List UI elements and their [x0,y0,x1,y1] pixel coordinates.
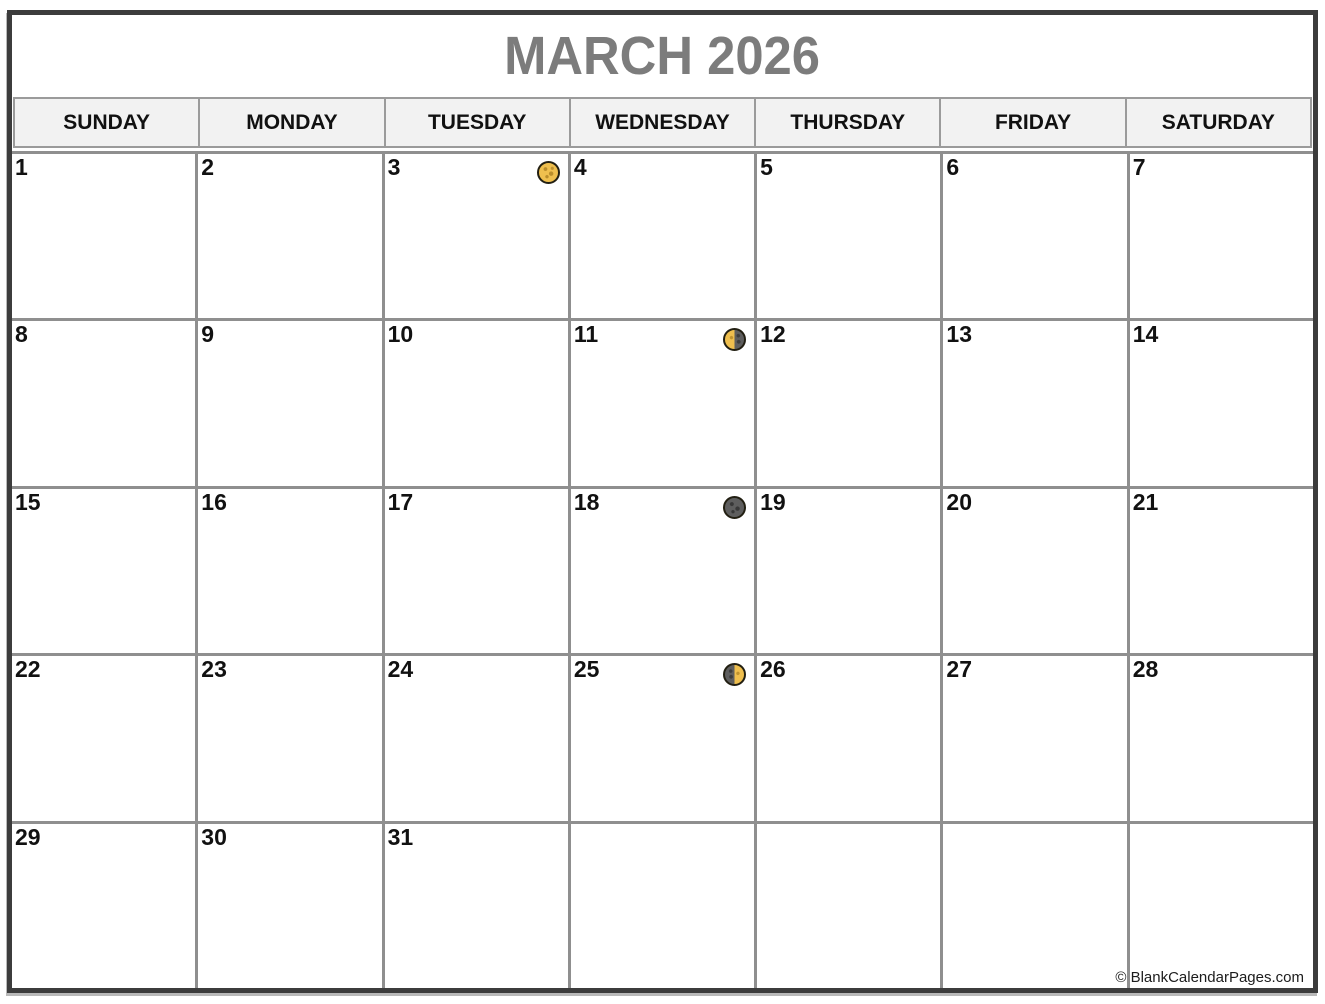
date-cell [1130,656,1313,820]
day-number: 4 [573,154,587,180]
date-cell [198,489,381,653]
day-number: 21 [1132,488,1159,515]
new-moon-icon [723,496,746,519]
day-number: 22 [15,656,41,683]
date-cell [943,824,1126,988]
day-number: 20 [946,488,973,515]
date-cell [385,489,568,653]
date-cell [12,154,195,318]
date-cell [571,154,754,318]
day-number: 29 [15,823,41,850]
day-number: 6 [946,154,960,180]
weekday-header-monday: MONDAY [200,99,383,146]
day-number: 27 [946,656,973,683]
date-cell [757,321,940,485]
date-cell [12,489,195,653]
date-cell [571,824,754,988]
weekday-header-saturday: SATURDAY [1127,99,1310,146]
day-number: 11 [573,321,599,348]
day-number: 5 [760,154,773,180]
date-cell [198,824,381,988]
weekday-header-sunday: SUNDAY [15,99,198,146]
date-cell [571,489,754,653]
date-cell [1130,824,1313,988]
full-moon-icon [537,161,560,184]
date-cell [943,656,1126,820]
date-cell [757,154,940,318]
date-cell [1130,489,1313,653]
day-number: 19 [760,488,786,515]
weekday-header-tuesday: TUESDAY [386,99,569,146]
day-number: 15 [15,488,41,515]
date-cell [943,154,1126,318]
day-number: 30 [201,823,227,850]
day-number: 17 [387,488,414,515]
day-number: 3 [387,154,401,180]
day-number: 12 [760,321,786,348]
date-cell [1130,321,1313,485]
date-cell [757,824,940,988]
date-cell [571,321,754,485]
title-band [12,15,1313,97]
date-cell [198,656,381,820]
date-cell [12,321,195,485]
date-cell [757,656,940,820]
date-cell [571,656,754,820]
date-cell [198,154,381,318]
footer-credit: © BlankCalendarPages.com [1115,969,1304,986]
day-number: 18 [573,488,600,515]
day-number: 31 [387,823,414,850]
last-quarter-moon-icon [723,328,746,351]
weekday-header-friday: FRIDAY [941,99,1124,146]
weekday-header-thursday: THURSDAY [756,99,939,146]
day-number: 28 [1132,656,1159,683]
date-cell [385,154,568,318]
date-cell [943,489,1126,653]
calendar-frame [7,10,1318,993]
first-quarter-moon-icon [723,663,746,686]
date-cell [385,321,568,485]
date-cell [1130,154,1313,318]
date-cell [198,321,381,485]
weekday-header-wednesday: WEDNESDAY [571,99,754,146]
date-cell [757,489,940,653]
weekday-header-row [13,97,1312,148]
day-number: 23 [201,656,227,683]
day-number: 14 [1132,321,1159,348]
date-cell [385,656,568,820]
day-number: 10 [387,321,414,348]
day-number: 26 [760,656,786,683]
day-number: 7 [1132,154,1146,180]
day-number: 8 [15,321,28,348]
day-number: 16 [201,488,227,515]
day-number: 25 [573,656,600,683]
day-number: 24 [387,656,414,683]
date-grid [12,151,1313,988]
page-title: MARCH 2026 [504,26,821,86]
day-number: 2 [201,154,215,180]
day-number: 1 [15,154,28,180]
day-number: 9 [201,321,215,348]
date-cell [943,321,1126,485]
date-cell [12,824,195,988]
day-number: 13 [946,321,973,348]
date-cell [385,824,568,988]
date-cell [12,656,195,820]
